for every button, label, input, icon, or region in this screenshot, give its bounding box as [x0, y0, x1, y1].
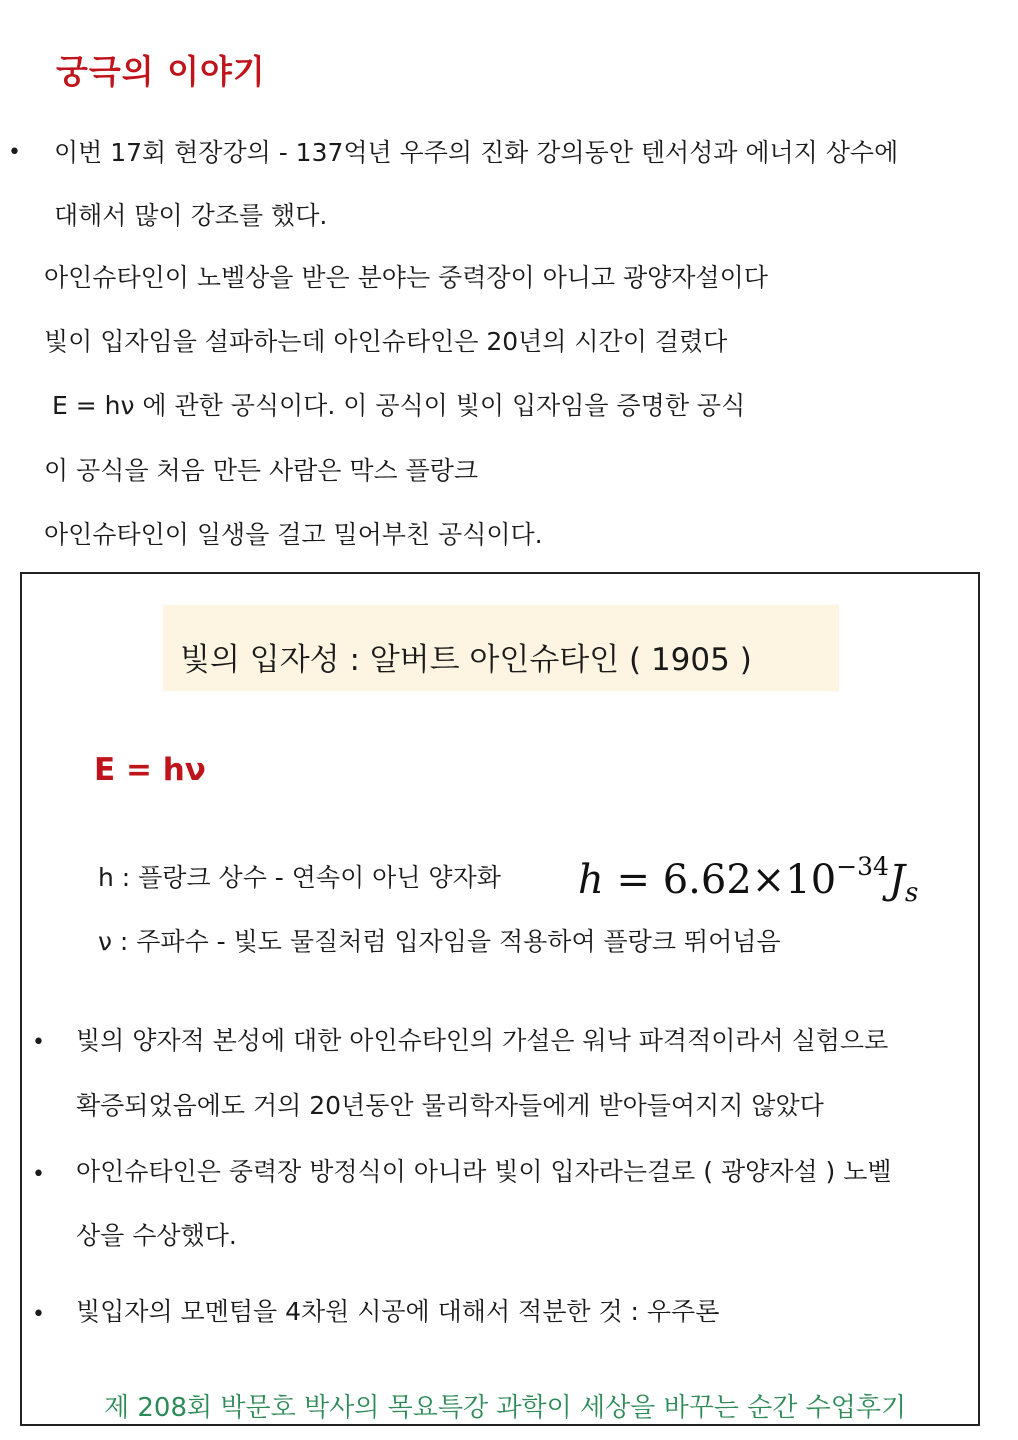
bullet-marker: •: [32, 1162, 45, 1187]
intro-bullet-line1: 이번 17회 현장강의 - 137억년 우주의 진화 강의동안 텐서성과 에너지 상수에: [54, 138, 899, 167]
intro-bullet-line2: 대해서 많이 강조를 했다.: [54, 201, 328, 230]
intro-line-2: 빛이 입자임을 설파하는데 아인슈타인은 20년의 시간이 걸렸다: [44, 327, 728, 356]
intro-line-5: 아인슈타인이 일생을 걸고 밀어부친 공식이다.: [44, 520, 543, 549]
box-bullet-2-line1: 아인슈타인은 중력장 방정식이 아니라 빛이 입자라는걸로 ( 광양자설 ) 노벨: [76, 1157, 892, 1186]
lecture-footer: 제 208회 박문호 박사의 목요특강 과학이 세상을 바꾸는 순간 수업후기: [104, 1393, 907, 1423]
planck-constant-description: h : 플랑크 상수 - 연속이 아닌 양자화: [98, 863, 501, 892]
planck-unit-subscript: s: [905, 878, 919, 908]
planck-mantissa: = 6.62×10: [603, 857, 837, 903]
planck-exponent: −34: [836, 852, 889, 881]
planck-constant-value: [578, 852, 919, 908]
box-bullet-1-line2: 확증되었음에도 거의 20년동안 물리학자들에게 받아들여지지 않았다: [76, 1091, 824, 1120]
box-bullet-1-line1: 빛의 양자적 본성에 대한 아인슈타인의 가설은 워낙 파격적이라서 실험으로: [76, 1026, 889, 1055]
planck-symbol: h: [578, 857, 604, 903]
intro-line-1: 아인슈타인이 노벨상을 받은 분야는 중력장이 아니고 광양자설이다: [44, 263, 768, 292]
bullet-marker: •: [32, 1302, 45, 1327]
planck-unit: J: [888, 857, 905, 903]
bullet-marker: •: [8, 140, 21, 165]
frequency-description: ν : 주파수 - 빛도 물질처럼 입자임을 적용하여 플랑크 뛰어넘음: [98, 927, 781, 956]
intro-line-4: 이 공식을 처음 만든 사람은 막스 플랑크: [44, 456, 479, 485]
page-title: 궁극의 이야기: [56, 52, 266, 91]
box-bullet-2-line2: 상을 수상했다.: [76, 1221, 237, 1250]
formula-e-hv: E = hν: [94, 752, 206, 788]
box-bullet-3-line1: 빛입자의 모멘텀을 4차원 시공에 대해서 적분한 것 : 우주론: [76, 1297, 720, 1326]
banner-title: 빛의 입자성 : 알버트 아인슈타인 ( 1905 ): [180, 642, 752, 678]
bullet-marker: •: [32, 1030, 45, 1055]
intro-line-3: E = hν 에 관한 공식이다. 이 공식이 빛이 입자임을 증명한 공식: [52, 391, 746, 420]
